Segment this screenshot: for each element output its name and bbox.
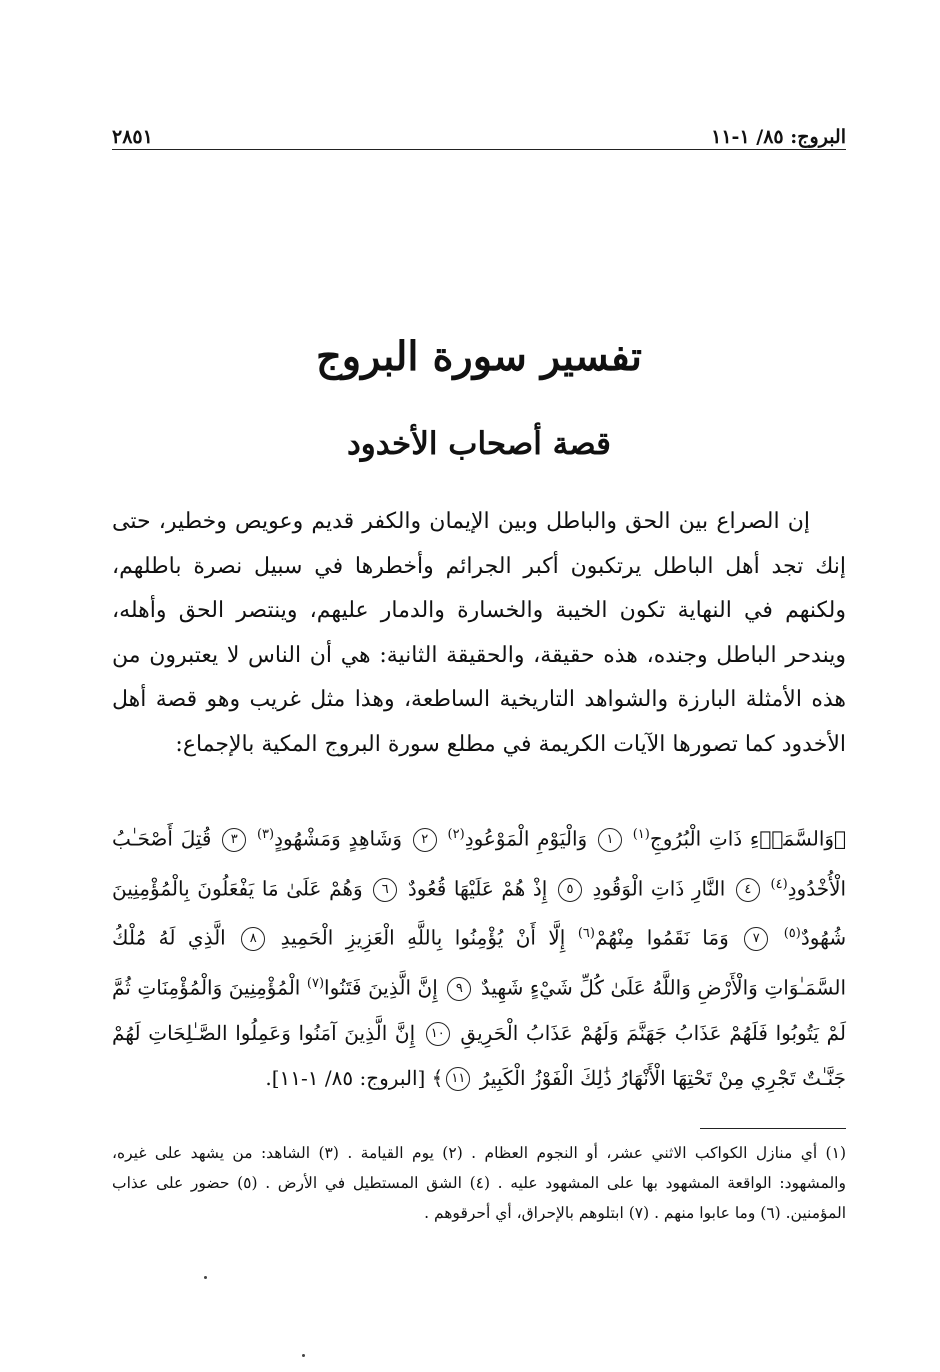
verse-10b-text: الْمُؤْمِنِينَ وَالْمُؤْمِنَاتِ ثُمَّ لَمْ يَتُوبُوا فَلَهُمْ عَذَابُ جَهَنَّمَ وَلَهُمْ عَذَابُ الْحَرِيقِ [112, 975, 847, 1045]
verse-10a-text: إِنَّ الَّذِينَ فَتَنُوا [324, 975, 438, 1000]
verse-8b-text: إِلَّا أَنْ يُؤْمِنُوا بِاللَّهِ الْعَزِيزِ الْحَمِيدِ [280, 925, 566, 950]
scan-speck [204, 1276, 207, 1279]
intro-paragraph: إن الصراع بين الحق والباطل وبين الإيمان والكفر قديم وعويص وخطير، حتى إنك تجد أهل الباطل يرتكبون أكبر الجرائم وأخطرها في سبيل نصرة باطلهم، ولكنهم في النهاية تكون الخيبة والخسارة والدمار عليهم، وينتصر الحق وأهله، ويندحر الباطل وجنده، هذه حقيقة، والحقيقة الثانية: هي أن الناس لا يعتبرون من هذه الأمثلة البارزة والشواهد التاريخية الساطعة، وهذا مثل غريب وهو قصة أهل الأخدود كما تصورها الآيات الكريمة في مطلع سورة البروج المكية بالإجماع: [112, 509, 847, 757]
verse-5-number-marker: ٥ [558, 878, 582, 902]
verse-8-number-marker: ٨ [241, 927, 265, 951]
verse-3-footnote-ref: (٣) [256, 827, 275, 842]
header-surah-reference: البروج: ٨٥/ ١-١١ [711, 126, 846, 148]
footnotes-block: (١) أي منازل الكواكب الاثني عشر، أو النجوم العظام . (٢) يوم القيامة . (٣) الشاهد: من يشهد على غيره، والمشهود: الواقعة المشهود بها على المشهود عليه . (٤) الشق المستطيل في الأرض . (٥) حضور على عذاب المؤمنين. (٦) وما عابوا منهم . (٧) ابتلوهم بالإحراق، أي أحرقوهم . [112, 1144, 846, 1222]
verse-1-footnote-ref: (١) [632, 827, 650, 842]
verse-3-text: وَشَاهِدٍ وَمَشْهُودٍ [274, 826, 403, 851]
verse-11-number-marker: ١١ [446, 1067, 470, 1091]
verse-8a-footnote-ref: (٦) [577, 926, 595, 942]
verse-4-number-marker: ٤ [736, 878, 760, 902]
verse-4-footnote-ref: (٤) [770, 876, 788, 892]
verse-2-text: وَالْيَوْمِ الْمَوْعُودِ [464, 826, 588, 851]
verse-1-number-marker: ١ [598, 828, 622, 852]
header-divider [112, 149, 846, 150]
surah-title: تفسير سورة البروج [315, 333, 643, 380]
verse-10a-footnote-ref: (٧) [306, 975, 325, 991]
section-title: قصة أصحاب الأخدود [347, 426, 611, 462]
verse-10-number-marker: ١٠ [426, 1022, 450, 1046]
scan-speck [302, 1354, 305, 1357]
verse-11-text: إِنَّ الَّذِينَ آمَنُوا وَعَمِلُوا الصَّـٰلِحَاتِ لَهُمْ جَنَّـٰتٌ تَجْرِي مِنْ تَحْتِهَا الْأَنْهَارُ ذَٰلِكَ الْفَوْزُ الْكَبِيرُ [112, 1020, 846, 1090]
verse-7-footnote-ref: (٥) [783, 926, 801, 942]
verse-1-text: ﴿وَالسَّمَاۤءِ ذَاتِ الْبُرُوجِ [649, 826, 847, 851]
verse-9-number-marker: ٩ [447, 977, 471, 1001]
verse-7-text: وَهُمْ عَلَىٰ مَا يَفْعَلُونَ بِالْمُؤْمِنِينَ شُهُودٌ [112, 876, 847, 950]
verse-6-number-marker: ٦ [373, 878, 397, 902]
footnote-divider [700, 1128, 846, 1129]
verses-citation: [البروج: ٨٥/ ١-١١]. [265, 1065, 426, 1090]
verse-6-text: إِذْ هُمْ عَلَيْهَا قُعُودٌ [407, 876, 548, 901]
verse-3-number-marker: ٣ [222, 828, 246, 852]
verse-2-number-marker: ٢ [413, 828, 437, 852]
verse-9-text: الَّذِي لَهُ مُلْكُ السَّمَـٰوَاتِ وَالْأَرْضِ وَاللَّهُ عَلَىٰ كُلِّ شَيْءٍ شَهِيدٌ [112, 925, 846, 1000]
quran-verses-block [112, 812, 846, 1101]
running-header [112, 112, 846, 148]
verse-8a-text: وَمَا نَقَمُوا مِنْهُمْ [594, 925, 729, 950]
verse-4-text: قُتِلَ أَصْحَـٰبُ الْأُخْدُودِ [112, 826, 847, 901]
header-page-number: ٢٨٥١ [112, 126, 153, 148]
verse-2-footnote-ref: (٢) [447, 827, 465, 842]
verse-7-number-marker: ٧ [744, 927, 768, 951]
verses-closing-bracket: ﴾ [431, 1065, 444, 1090]
verse-5-text: النَّارِ ذَاتِ الْوَقُودِ [592, 876, 726, 901]
